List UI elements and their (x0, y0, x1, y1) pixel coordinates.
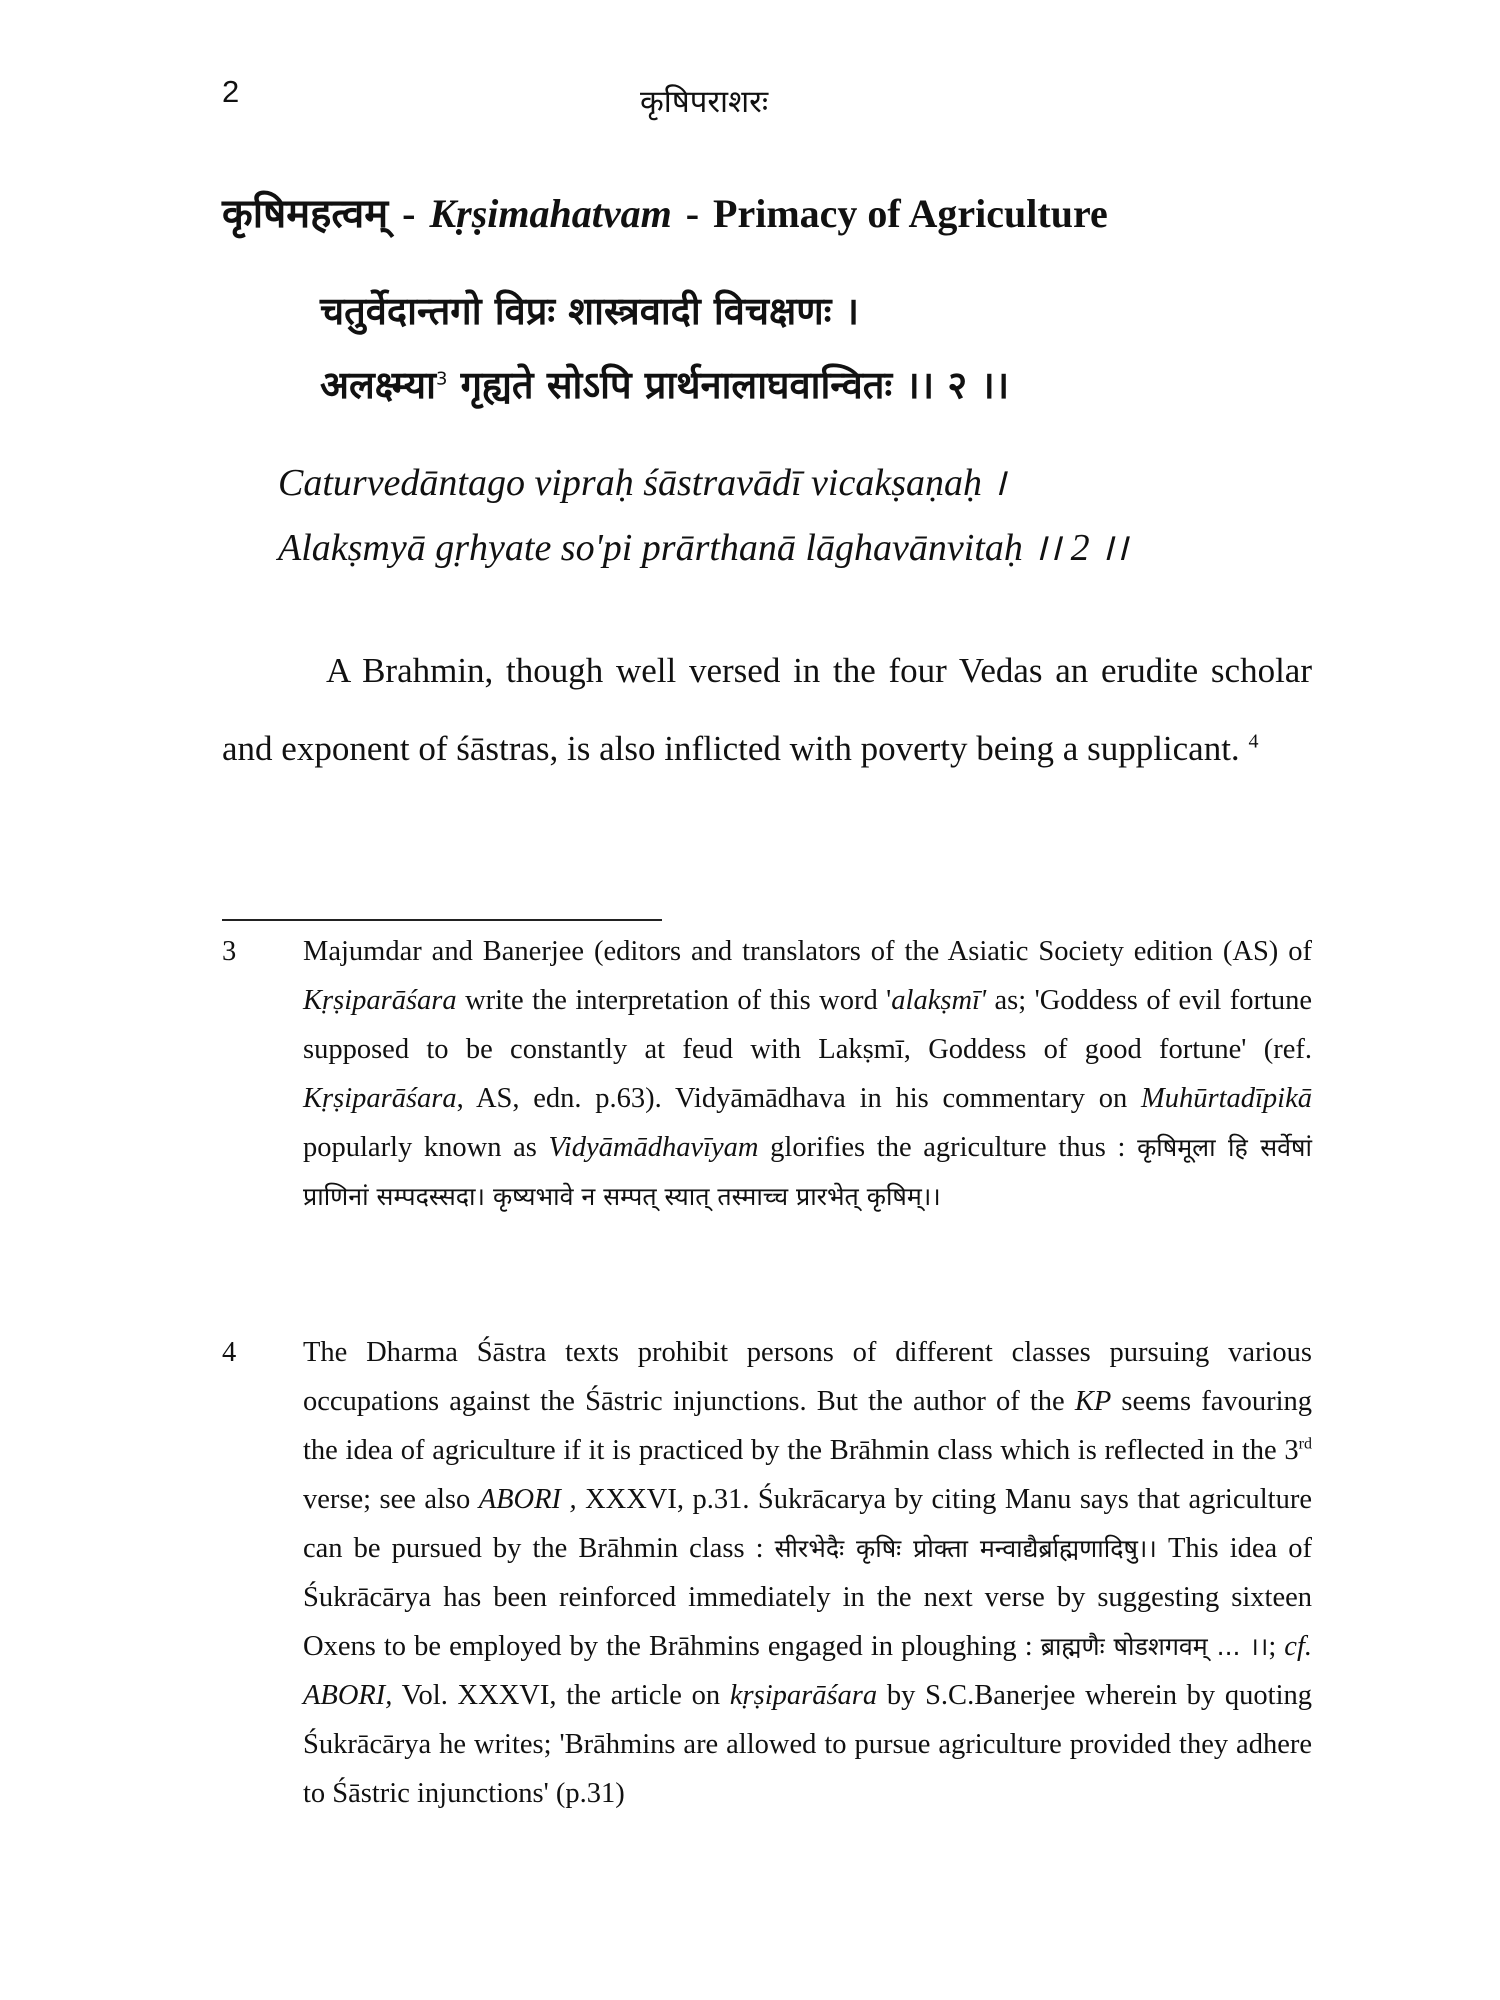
section-title-devanagari: कृषिमहत्वम् (222, 191, 389, 237)
footnote-devanagari: कृषिमूला हि सर्वेषां प्राणिनां सम्पदस्सदा। कृष्यभावे न सम्पत् स्यात् तस्माच्च प्रारभेत् कृषिम्।। (303, 1133, 1312, 1211)
verse-roman-line-1: Caturvedāntago vipraḥ śāstravādī vicakṣaṇaḥ । (278, 462, 1006, 504)
footnote-devanagari: सीरभेदैः कृषिः प्रोक्ता मन्वाद्यैर्ब्राह्मणादिषु।। (774, 1534, 1157, 1563)
running-title: कृषिपराशरः (640, 84, 769, 120)
footnote-3 (222, 927, 1312, 1221)
footnote-segment: glorifies the agriculture thus : (758, 1132, 1138, 1163)
section-title-transliteration: Kṛṣimahatvam (429, 191, 672, 236)
footnote-segment: write the interpretation of this word ' (456, 985, 892, 1016)
footnote-ref-3: 3 (435, 368, 448, 390)
footnote-segment: as; 'Goddess of evil fortune supposed to be constantly at feud with Lakṣmī, Goddess of good fortune' (ref. (303, 985, 1313, 1065)
footnote-italic: alakṣmī' (891, 985, 987, 1016)
footnote-italic: cf. ABORI, (303, 1631, 1312, 1711)
verse-devanagari-line-1: चतुर्वेदान्तगो विप्रः शास्त्रवादी विचक्षणः । (320, 289, 860, 333)
verse-devanagari-line-2 (320, 358, 1320, 410)
footnote-divider (222, 919, 662, 921)
footnote-segment: verse; see also (303, 1484, 479, 1515)
footnote-segment: This idea of Śukrācārya has been reinforced immediately in the next verse by suggesting sixteen Oxens to be employed by the Brāhmins engaged in ploughing : (303, 1533, 1312, 1662)
footnote-number: 3 (222, 936, 237, 967)
footnote-segment: popularly known as (303, 1132, 549, 1163)
footnote-segment: The Dharma Śāstra texts prohibit persons of different classes pursuing various occupations against the Śāstric injunctions. But the author of the (303, 1337, 1312, 1417)
footnote-italic: Kṛṣiparāśara (303, 1083, 457, 1114)
section-heading (222, 184, 1342, 239)
footnote-italic: kṛṣiparāśara (729, 1680, 878, 1711)
footnote-italic: Kṛṣiparāśara (303, 985, 457, 1016)
footnote-text (303, 927, 1312, 1221)
footnote-segment: , AS, edn. p.63). Vidyāmādhava in his commentary on (456, 1083, 1141, 1114)
footnote-text (303, 1328, 1312, 1818)
footnote-devanagari: ब्राह्मणैः षोडशगवम् ... ।। (1040, 1632, 1269, 1661)
footnote-segment: by S.C.Banerjee wherein by quoting Śukrācārya he writes; 'Brāhmins are allowed to pursue agriculture provided they adhere to Śāstric injunctions' (p.31) (303, 1680, 1312, 1809)
footnote-number: 4 (222, 1337, 237, 1368)
page-number: 2 (222, 74, 240, 109)
heading-separator: - (402, 191, 416, 236)
heading-separator: - (685, 191, 700, 236)
section-title-english: Primacy of Agriculture (713, 191, 1108, 236)
footnote-italic: Muhūrtadīpikā (1141, 1083, 1312, 1114)
footnote-italic: KP (1074, 1386, 1112, 1417)
verse-roman-line-2: Alakṣmyā gṛhyate so'pi prārthanā lāghavānvitaḥ ।। 2 ।। (278, 527, 1128, 569)
footnote-superscript: rd (1298, 1435, 1312, 1453)
footnote-ref-4: 4 (1248, 730, 1259, 753)
footnote-4 (222, 1328, 1312, 1818)
verse-word: अलक्ष्म्या (320, 363, 436, 407)
translation-text: A Brahmin, though well versed in the four Vedas an erudite scholar and exponent of śāstras, is also inflicted with poverty being a supplicant. (222, 651, 1312, 768)
translation-paragraph (222, 632, 1312, 788)
footnote-segment: seems favouring the idea of agriculture if it is practiced by the Brāhmin class which is reflected in the 3 (303, 1386, 1313, 1466)
footnote-segment: Vol. XXXVI, the article on (392, 1680, 730, 1711)
footnote-segment: Majumdar and Banerjee (editors and translators of the Asiatic Society edition (AS) of (303, 936, 1312, 967)
footnote-italic: ABORI , (478, 1484, 577, 1515)
footnote-segment: ; (1268, 1631, 1285, 1662)
verse-word: गृह्यते सोऽपि प्रार्थनालाघवान्वितः ।। २ ।। (447, 363, 1010, 407)
footnote-italic: Vidyāmādhavīyam (548, 1132, 759, 1163)
footnote-segment: XXXVI, p.31. Śukrācarya by citing Manu says that agriculture can be pursued by the Brāhmin class : (303, 1484, 1312, 1564)
